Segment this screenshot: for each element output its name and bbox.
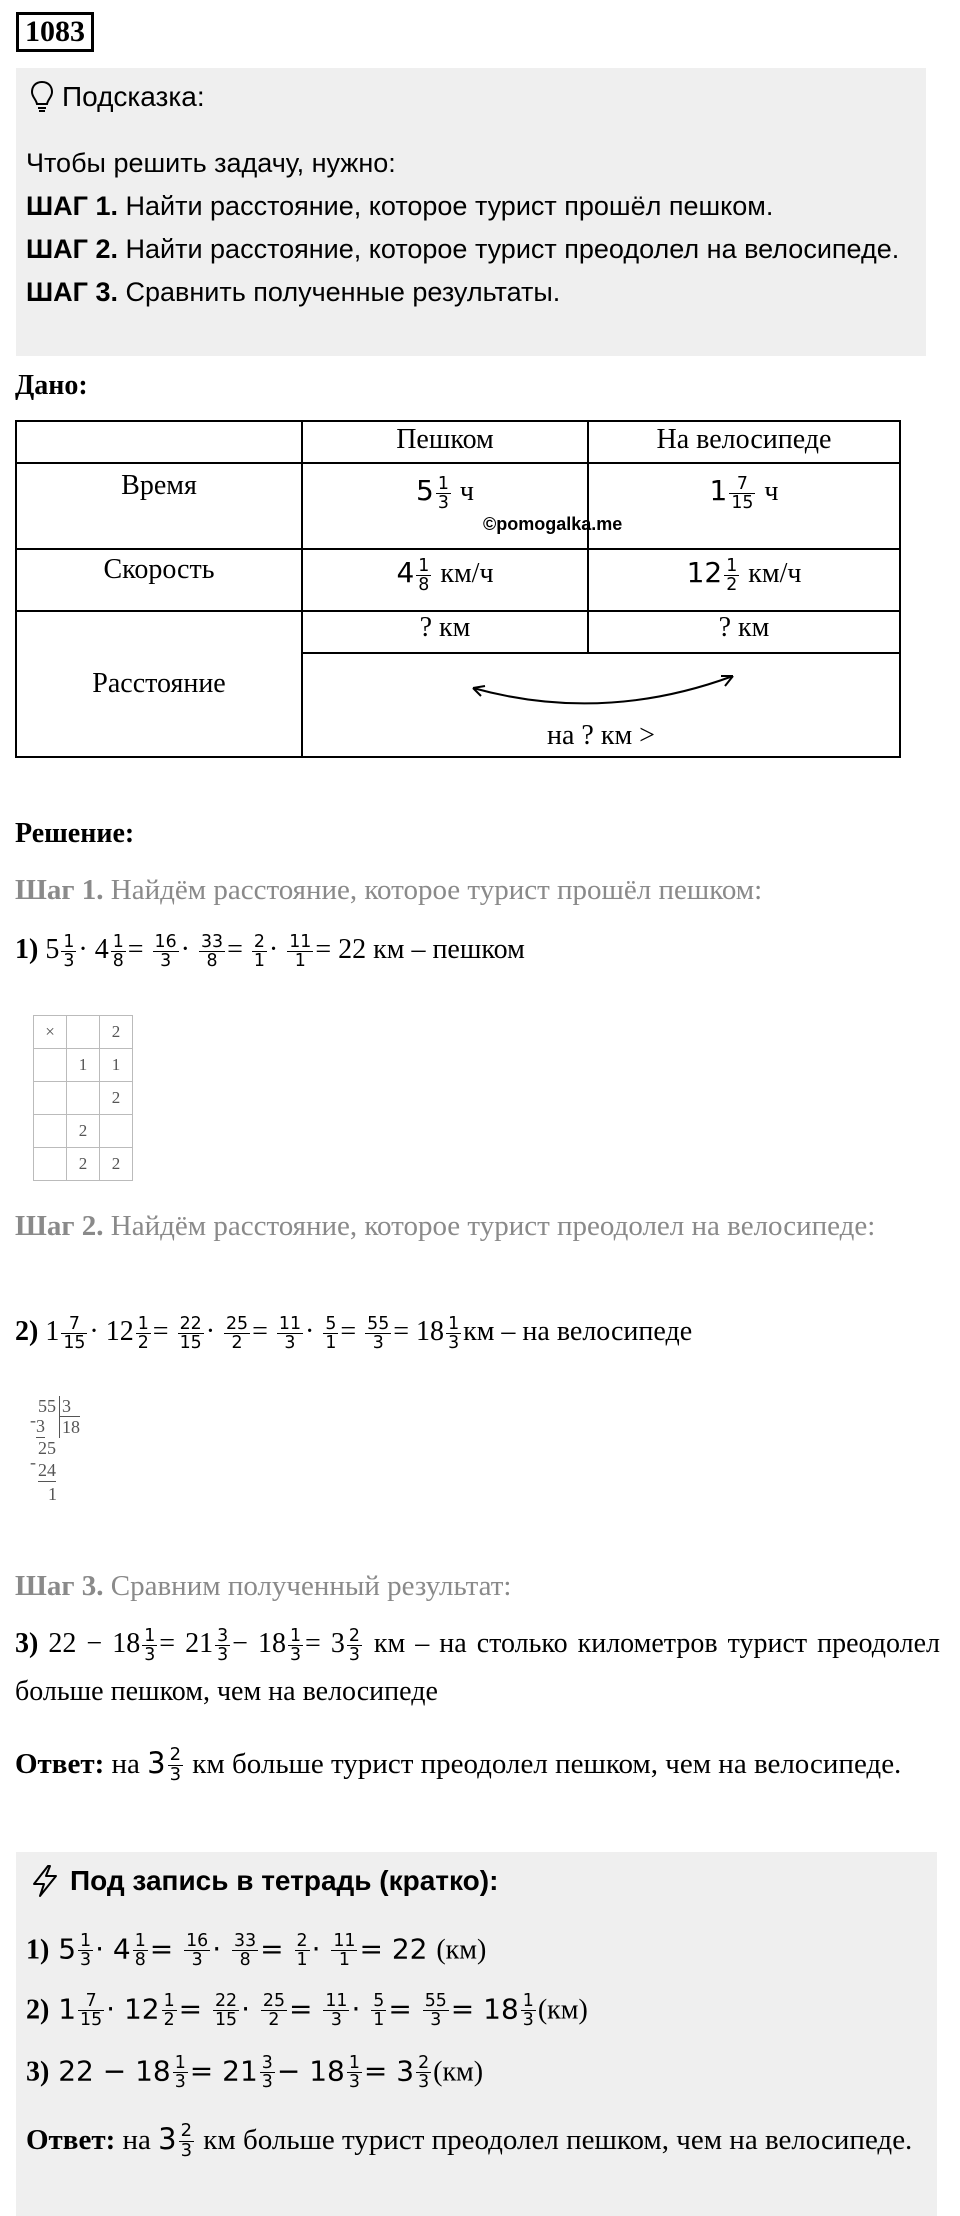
hint-step-2: ШАГ 2. Найти расстояние, которое турист преодолел на велосипеде.: [26, 234, 900, 264]
step1-line: Шаг 1. Найдём расстояние, которое турист прошёл пешком:: [15, 874, 763, 906]
hint-header: [30, 80, 205, 114]
answer-line: Ответ: на 3 $\frac{2}{3}$ км больше турист преодолел пешком, чем на велосипеде.: [15, 1743, 902, 1785]
multiplication-grid: × 2 1 1 2 2 2 2: [33, 1015, 133, 1181]
hint-step-1: ШАГ 1. Найти расстояние, которое турист прошёл пешком.: [26, 191, 774, 221]
short-title: Под запись в тетрадь (кратко):: [70, 1865, 499, 1896]
equation-3: 3) 22 − 18 $\frac{1}{3}$ = 21 $\frac{3}{3}$ − 18 $\frac{1}{3}$ = 3 $\frac{2}{3}$ км – на столько километров турист преодолел больше пешком, чем на велосипеде: [15, 1625, 940, 1707]
given-label: Дано:: [15, 370, 88, 401]
lightbulb-icon: [30, 80, 54, 114]
hint-box: [16, 68, 926, 356]
row-time: Время: [16, 463, 302, 549]
col-bike: На велосипеде: [588, 421, 900, 463]
long-division: 55 3 - 3 18 25 - 24 1: [30, 1396, 80, 1504]
watermark: ©pomogalka.me: [483, 514, 623, 534]
task-number: 1083: [16, 12, 94, 52]
time-walk: 5 $\frac{1}{3}$ ч ©pomogalka.me: [302, 463, 588, 549]
short-header: [30, 1864, 498, 1898]
step2-line: Шаг 2. Найдём расстояние, которое турист преодолел на велосипеде:: [15, 1210, 876, 1242]
solution-label: Решение:: [15, 818, 135, 849]
equation-1: 1) 5 $\frac{1}{3}$ · 4 $\frac{1}{8}$ = $\frac{16}{3}$ · $\frac{33}{8}$ = $\frac{2}{1}$ · $\frac{11}{1}$ = 22 км – пешком: [15, 931, 525, 972]
given-table: [15, 420, 901, 758]
speed-walk: 4 $\frac{1}{8}$ км/ч: [302, 549, 588, 611]
lightning-icon: [30, 1864, 60, 1898]
dist-walk: ? км: [302, 611, 588, 653]
short-equation-2: 2) 1 $\frac{7}{15}$ · 12 $\frac{1}{2}$ = $\frac{22}{15}$ · $\frac{25}{2}$ = $\frac{11}{3}$ · $\frac{5}{1}$ = $\frac{55}{3}$ = 18 $\frac{1}{3}$ (км): [26, 1991, 588, 2031]
hint-title: Подсказка:: [62, 81, 205, 112]
compare-arrow-icon: [463, 666, 743, 712]
step3-line: Шаг 3. Сравним полученный результат:: [15, 1570, 512, 1602]
equation-2: 2) 1 $\frac{7}{15}$ · 12 $\frac{1}{2}$ = $\frac{22}{15}$ · $\frac{25}{2}$ = $\frac{11}{3}$ · $\frac{5}{1}$ = $\frac{55}{3}$ = 18 $\frac{1}{3}$ км – на велосипеде: [15, 1313, 693, 1354]
hint-text: [26, 142, 916, 314]
short-equation-1: 1) 5 $\frac{1}{3}$ · 4 $\frac{1}{8}$ = $\frac{16}{3}$ · $\frac{33}{8}$ = $\frac{2}{1}$ · $\frac{11}{1}$ = 22 (км): [26, 1931, 487, 1971]
speed-bike: 12 $\frac{1}{2}$ км/ч: [588, 549, 900, 611]
hint-intro: Чтобы решить задачу, нужно:: [26, 148, 396, 178]
short-record-box: [16, 1852, 937, 2216]
row-distance: Расстояние: [16, 611, 302, 757]
row-speed: Скорость: [16, 549, 302, 611]
compare-text: на ? км >: [547, 720, 655, 751]
short-equation-3: 3) 22 − 18 $\frac{1}{3}$ = 21 $\frac{3}{3}$ − 18 $\frac{1}{3}$ = 3 $\frac{2}{3}$ (км): [26, 2053, 484, 2093]
short-answer: Ответ: на 3 $\frac{2}{3}$ км больше турист преодолел пешком, чем на велосипеде.: [26, 2119, 913, 2161]
dist-bike: ? км: [588, 611, 900, 653]
time-bike: 1 $\frac{7}{15}$ ч: [588, 463, 900, 549]
hint-step-3: ШАГ 3. Сравнить полученные результаты.: [26, 277, 561, 307]
compare-cell: [302, 653, 900, 757]
col-walk: Пешком: [302, 421, 588, 463]
